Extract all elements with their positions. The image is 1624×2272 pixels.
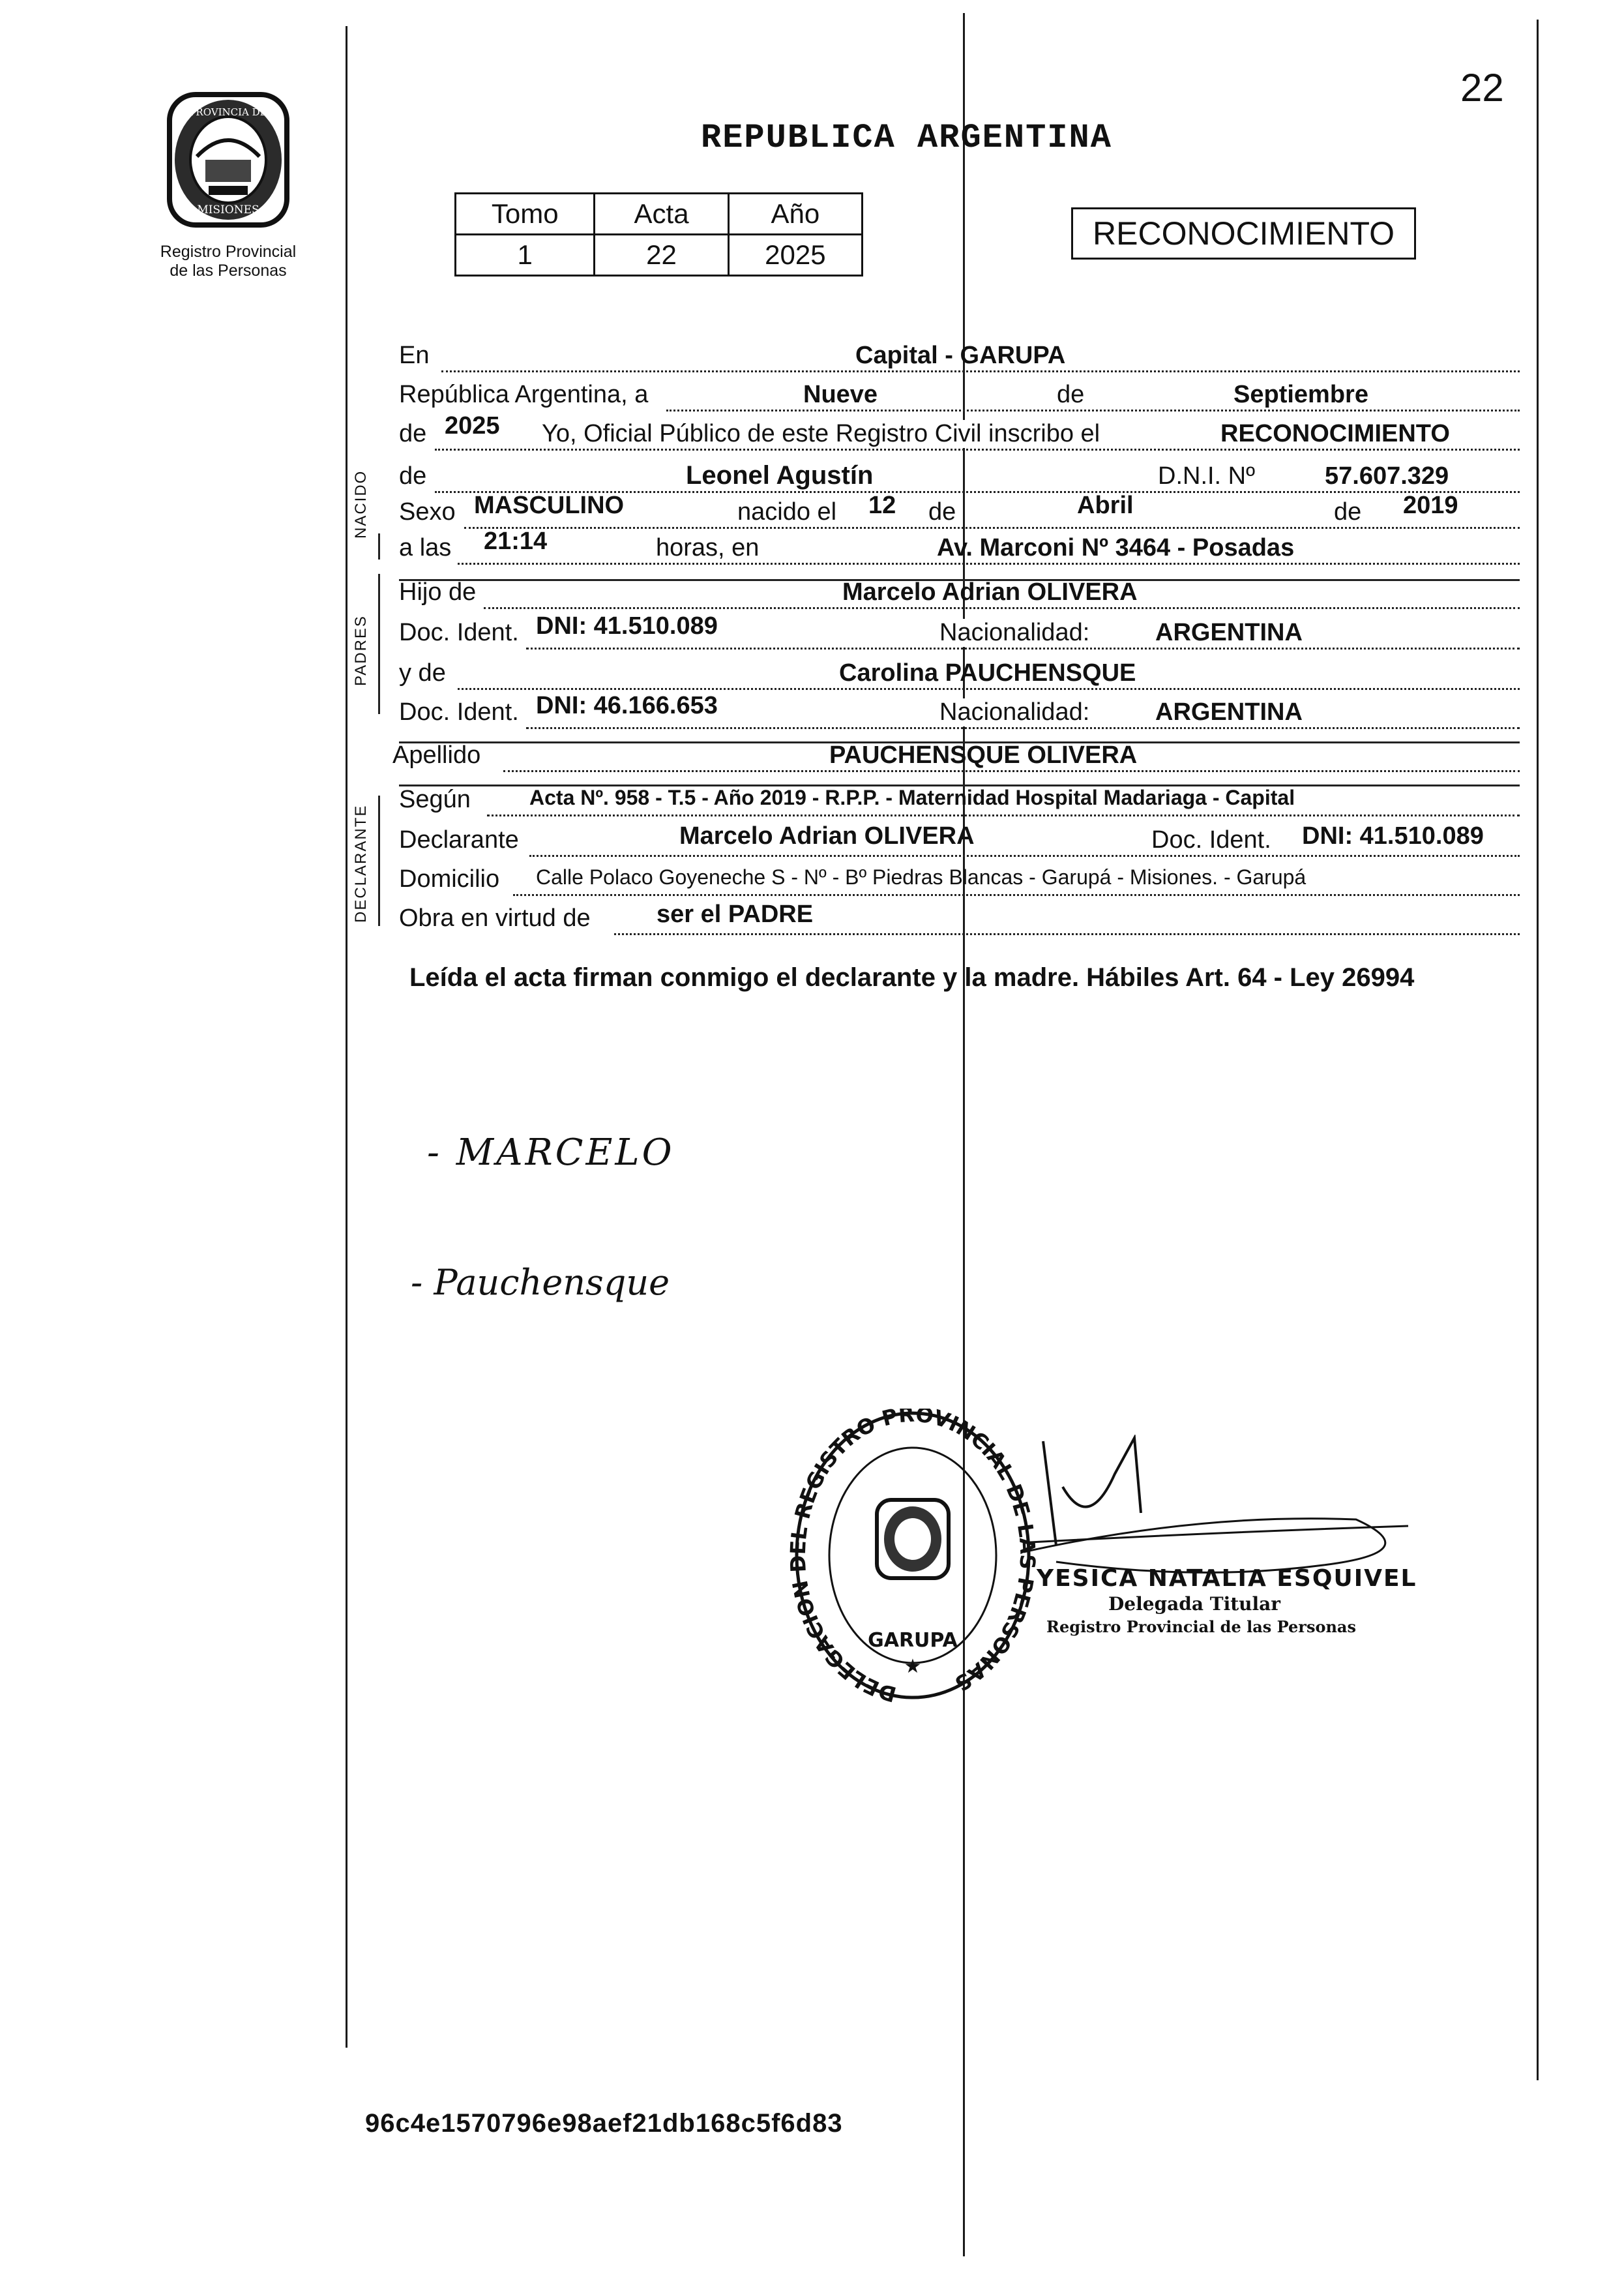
segun-label: Según <box>399 786 471 813</box>
anio-value: 2025 <box>445 412 500 440</box>
section-label-declarante: DECLARANTE <box>352 804 370 923</box>
yde-label: y de <box>399 659 446 687</box>
section-label-padres: PADRES <box>352 615 370 686</box>
nombre-value: Leonel Agustín <box>686 461 874 490</box>
dni-value: 57.607.329 <box>1325 462 1449 490</box>
section-bar-declarante <box>378 796 380 926</box>
line-inscripcion <box>399 414 1520 453</box>
record-table <box>454 192 863 277</box>
inscribe-value: RECONOCIMIENTO <box>1220 420 1450 447</box>
line-nacimiento <box>399 492 1520 531</box>
line-doc-padre <box>399 613 1520 652</box>
section-bar-nacido <box>378 533 380 560</box>
doc2-label: Doc. Ident. <box>399 698 519 726</box>
apellido-label: Apellido <box>392 741 481 769</box>
de-label: de <box>1054 381 1087 409</box>
de5-label: de <box>1331 498 1364 526</box>
document-hash: 96c4e1570796e98aef21db168c5f6d83 <box>365 2109 843 2138</box>
nac2-label: Nacionalidad: <box>937 698 1092 726</box>
doc2-value: DNI: 46.166.653 <box>536 692 718 719</box>
a-las-label: a las <box>399 534 452 561</box>
apellido-value: PAUCHENSQUE OLIVERA <box>829 741 1138 769</box>
emblem-top-text: PROVINCIA DE <box>189 106 267 118</box>
table-header-anio: Año <box>728 194 862 235</box>
table-header-acta: Acta <box>595 194 728 235</box>
nac-dia-value: 12 <box>868 492 896 519</box>
obra-label: Obra en virtud de <box>399 904 591 932</box>
declarante-label: Declarante <box>399 826 519 854</box>
logo-caption-line2: de las Personas <box>170 261 287 280</box>
sexo-label: Sexo <box>399 498 456 526</box>
line-domicilio <box>399 859 1520 899</box>
table-value-anio: 2025 <box>728 235 862 276</box>
official-role: Delegada Titular <box>1108 1593 1281 1615</box>
doc1-label: Doc. Ident. <box>399 619 519 646</box>
de2-label: de <box>399 420 427 447</box>
line-apellido <box>392 736 1520 775</box>
line-hora <box>399 528 1520 567</box>
hijo-label: Hijo de <box>399 578 477 606</box>
nac1-label: Nacionalidad: <box>937 619 1092 647</box>
table-value-tomo: 1 <box>456 235 595 276</box>
official-block <box>1037 1565 1417 1636</box>
section-bar-padres <box>378 574 380 714</box>
de3-label: de <box>399 462 427 490</box>
lugar-value: Av. Marconi Nº 3464 - Posadas <box>937 534 1295 561</box>
doc3-label: Doc. Ident. <box>1149 826 1274 854</box>
mes-value: Septiembre <box>1233 381 1368 408</box>
horas-label: horas, en <box>653 534 761 562</box>
line-madre <box>399 653 1520 693</box>
official-name: YESICA NATALIA ESQUIVEL <box>1037 1565 1417 1592</box>
stamp-bottom-text: GARUPA <box>868 1629 958 1652</box>
line-doc-madre <box>399 693 1520 732</box>
registry-stamp <box>789 1409 1037 1709</box>
de4-label: de <box>926 498 958 526</box>
nac2-value: ARGENTINA <box>1155 698 1303 726</box>
line-hijo <box>399 573 1520 612</box>
stamp-ring-text: DELEGACION L REGISTRO PROVINCIAL DE L PERSONAS <box>789 1409 1037 1707</box>
closing-text: Leída el acta firman conmigo el declarante y la madre. Hábiles Art. 64 - Ley 26994 <box>409 963 1415 992</box>
stamp-star-icon: ★ <box>904 1656 922 1677</box>
doc1-value: DNI: 41.510.089 <box>536 612 718 640</box>
dia-value: Nueve <box>803 381 878 408</box>
line-nombre <box>399 456 1520 496</box>
nac1-value: ARGENTINA <box>1155 619 1303 646</box>
emblem-bottom-text: MISIONES <box>197 203 259 217</box>
madre-value: Carolina PAUCHENSQUE <box>839 659 1136 687</box>
right-margin-line <box>1537 20 1539 2080</box>
signature-declarante: - MARCELO <box>427 1131 675 1174</box>
table-header-tomo: Tomo <box>456 194 595 235</box>
yo-label: Yo, Oficial Público de este Registro Civil inscribo el <box>539 420 1102 448</box>
declarante-value: Marcelo Adrian OLIVERA <box>679 822 975 850</box>
document-title: REPUBLICA ARGENTINA <box>701 119 1112 157</box>
segun-value: Acta Nº. 958 - T.5 - Año 2019 - R.P.P. - Maternidad Hospital Madariaga - Capital <box>529 786 1295 809</box>
official-office: Registro Provincial de las Personas <box>1046 1617 1356 1636</box>
nac-mes-value: Abril <box>1077 492 1134 519</box>
en-label: En <box>399 342 430 369</box>
logo-caption <box>130 243 326 280</box>
nac-anio-value: 2019 <box>1403 492 1458 519</box>
line-obra <box>399 899 1520 938</box>
line-fecha <box>399 375 1520 414</box>
republica-label: República Argentina, a <box>399 381 649 408</box>
registry-logo <box>150 88 306 232</box>
stamp-emblem-icon <box>877 1500 949 1578</box>
line-en <box>399 336 1520 375</box>
signature-madre: - Pauchensque <box>411 1262 670 1303</box>
dni-label: D.N.I. Nº <box>1155 462 1258 490</box>
domicilio-value: Calle Polaco Goyeneche S - Nº - Bº Piedras Blancas - Garupá - Misiones. - Garupá <box>536 865 1307 889</box>
obra-value: ser el PADRE <box>657 901 814 928</box>
document-type-box: RECONOCIMIENTO <box>1071 207 1416 260</box>
domicilio-label: Domicilio <box>399 865 500 893</box>
province-emblem-icon <box>150 88 306 232</box>
en-value: Capital - GARUPA <box>855 342 1066 369</box>
nacido-label: nacido el <box>735 498 839 526</box>
left-margin-line <box>346 26 347 2048</box>
line-segun <box>399 780 1520 819</box>
table-value-acta: 22 <box>595 235 728 276</box>
sexo-value: MASCULINO <box>474 492 625 519</box>
line-declarante <box>399 820 1520 859</box>
doc3-value: DNI: 41.510.089 <box>1302 822 1484 850</box>
section-label-nacido: NACIDO <box>352 470 370 539</box>
padre-value: Marcelo Adrian OLIVERA <box>842 578 1138 606</box>
page-number: 22 <box>1460 66 1504 110</box>
hora-value: 21:14 <box>484 528 548 555</box>
logo-caption-line1: Registro Provincial <box>160 243 297 261</box>
